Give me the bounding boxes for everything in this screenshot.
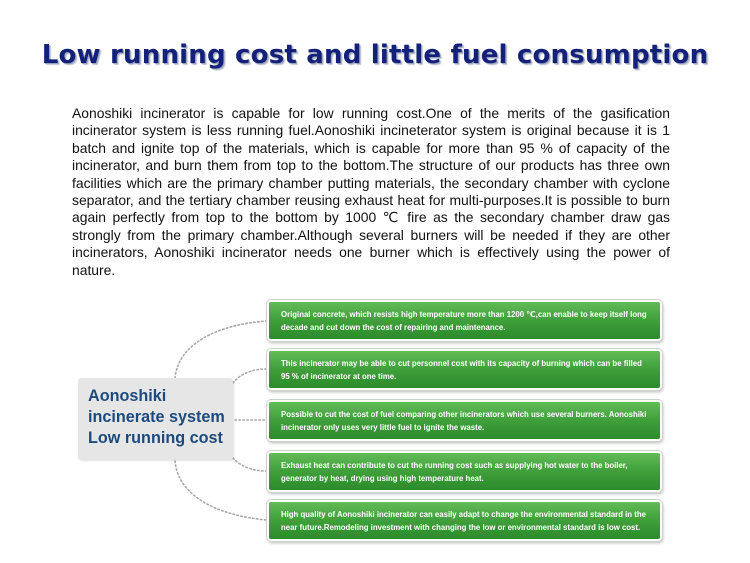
hub-line-1: Aonoshiki [88,387,167,405]
benefit-card-text: Exhaust heat can contribute to cut the running cost such as supplying hot water to the boiler, generator by heat, drying using high temperature heat. [281,460,628,483]
benefit-card-text: Original concrete, which resists high temperature more than 1200 ℃,can enable to keep itself long decade and cut down the cost of repairing and maintenance. [281,309,647,332]
connector-5 [175,461,266,520]
hub-line-3: Low running cost [88,429,223,447]
connector-2 [233,369,266,383]
benefit-card-text: This incinerator may be able to cut personnel cost with its capacity of burning which can be filled 95 % of incinerator at one time. [281,358,642,381]
benefit-card-personnel [267,349,662,390]
page-title: Low running cost and little fuel consumption [41,40,709,70]
hub-box [78,378,233,460]
connector-1 [175,321,266,378]
benefit-card-environment [267,500,662,541]
benefit-card-text: High quality of Aonoshiki incinerator can easily adapt to change the environmental standard in the near future.Remodeling investment with changing the low or environmental standard is low cost. [281,509,646,532]
benefit-card-concrete [267,300,662,341]
benefit-card-text: Possible to cut the cost of fuel comparing other incinerators which use several burners. Aonoshiki incinerator only uses very little fuel to ignite the waste. [281,409,647,432]
intro-paragraph: Aonoshiki incinerator is capable for low running cost.One of the merits of the gasification incinerator system is less running fuel.Aonoshiki incineterator system is original because it is 1 batch and ignite top of the materials, which is capable for more than 95 % of capacity of the incinerator, and burn them from top to the bottom.The structure of our products has three own facilities which are the primary chamber putting materials, the secondary chamber with cyclone separator, and the tertiary chamber reusing exhaust heat for multi-purposes.It is possible to burn again perfectly from top to the bottom by 1000 ℃ fire as the secondary chamber draw gas strongly from the primary chamber.Although several burners will be needed if they are other incinerators, Aonoshiki incinerator needs one burner which is effectively using the power of nature. [72,105,670,278]
connector-4 [233,458,266,471]
hub-line-2: incinerate system [88,408,225,426]
benefit-card-exhaust-heat [267,451,662,492]
benefit-card-fuel [267,400,662,441]
hub-text [88,386,225,449]
